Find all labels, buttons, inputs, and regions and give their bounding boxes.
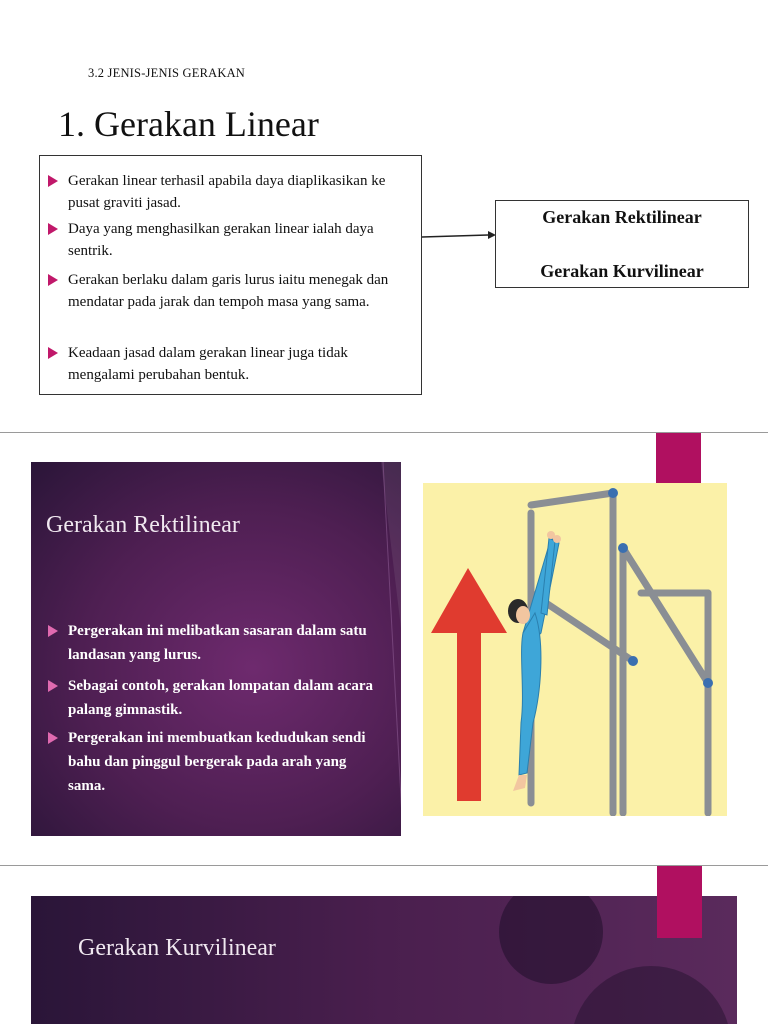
slide-title: Gerakan Rektilinear [46,512,240,538]
list-item [48,342,403,386]
slide-divider [0,865,768,866]
list-item [48,619,378,667]
list-item-text: Sebagai contoh, gerakan lompatan dalam acara palang gimnastik. [68,678,374,718]
list-item-text: Pergerakan ini melibatkan sasaran dalam satu landasan yang lurus. [68,623,367,663]
list-item [48,269,403,313]
slide-divider [0,432,768,433]
list-item [48,726,378,798]
list-item-text: Gerakan linear terhasil apabila daya diaplikasikan ke pusat graviti jasad. [68,173,386,211]
list-item-text: Keadaan jasad dalam gerakan linear juga tidak mengalami perubahan bentuk. [68,345,348,383]
list-item [48,170,403,214]
accent-bar [657,866,702,938]
bullet-triangle-icon [48,347,58,359]
linear-motion-types-box [495,200,749,288]
connector-arrow-icon [422,226,498,246]
linear-motion-notes-box [39,155,422,395]
bullet-triangle-icon [48,223,58,235]
bullet-triangle-icon [48,175,58,187]
list-item-text: Gerakan berlaku dalam garis lurus iaitu menegak dan mendatar pada jarak dan tempoh masa yang sama. [68,272,389,310]
slide-title: Gerakan Kurvilinear [78,935,276,961]
bullet-triangle-icon [48,274,58,286]
list-item [48,674,378,722]
bullet-triangle-icon [48,680,58,692]
slide-title: 1. Gerakan Linear [58,104,319,144]
section-heading: 3.2 JENIS-JENIS GERAKAN [88,66,246,80]
list-item-text: Pergerakan ini membuatkan kedudukan sendi bahu dan pinggul bergerak pada arah yang sama. [68,730,366,794]
gymnast-uneven-bars-illustration [423,483,727,816]
type-curvilinear: Gerakan Kurvilinear [540,261,704,281]
bullet-triangle-icon [48,732,58,744]
bullet-triangle-icon [48,625,58,637]
list-item [48,218,403,262]
list-item-text: Daya yang menghasilkan gerakan linear ialah daya sentrik. [68,221,374,259]
type-rectilinear: Gerakan Rektilinear [542,207,702,227]
